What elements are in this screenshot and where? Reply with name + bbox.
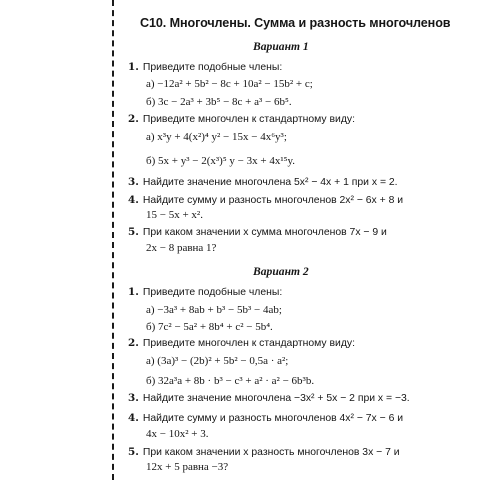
task-number: 2. (128, 113, 139, 125)
task-number: 2. (128, 337, 139, 349)
v1-task2-a: а) x³y + 4(x²)⁴ y² − 15x − 4x⁶y³; (146, 131, 287, 143)
v2-task1-a: а) −3a³ + 8ab + b³ − 5b³ − 4ab; (146, 304, 282, 316)
v1-task4-cont: 15 − 5x + x². (146, 209, 203, 221)
variant-2-heading: Вариант 2 (253, 265, 309, 278)
v1-task3 (128, 177, 398, 188)
task-number: 3. (128, 176, 139, 188)
v2-task5 (128, 447, 400, 458)
task-text: Приведите подобные члены: (142, 62, 283, 73)
task-number: 5. (128, 446, 139, 458)
task-number: 3. (128, 392, 139, 404)
v2-task3 (128, 393, 410, 404)
worksheet-title: С10. Многочлены. Сумма и разность многочленов (140, 16, 451, 30)
task-text: При каком значении x разность многочленов 3x − 7 и (142, 447, 400, 458)
v1-task5 (128, 227, 387, 238)
task-text: Найдите значение многочлена 5x² − 4x + 1 при x = 2. (142, 177, 398, 188)
v2-task4 (128, 413, 403, 424)
v1-task1 (128, 62, 282, 73)
task-number: 5. (128, 226, 139, 238)
task-text: Найдите значение многочлена −3x² + 5x − 2 при x = −3. (142, 393, 410, 404)
v1-task5-cont: 2x − 8 равна 1? (146, 242, 217, 254)
task-text: Найдите сумму и разность многочленов 2x² − 6x + 8 и (142, 195, 404, 206)
task-text: Найдите сумму и разность многочленов 4x² − 7x − 6 и (142, 413, 404, 424)
v1-task1-b: б) 3c − 2a³ + 3b⁵ − 8c + a³ − 6b⁵. (146, 96, 292, 108)
v1-task2 (128, 114, 355, 125)
v2-task2 (128, 338, 355, 349)
v2-task1 (128, 287, 282, 298)
task-number: 1. (128, 61, 139, 73)
v2-task2-a: а) (3a)³ − (2b)² + 5b² − 0,5a · a²; (146, 355, 289, 367)
task-number: 1. (128, 286, 139, 298)
task-text: Приведите многочлен к стандартному виду: (142, 114, 355, 125)
task-text: Приведите подобные члены: (142, 287, 283, 298)
v2-task4-cont: 4x − 10x² + 3. (146, 428, 209, 440)
v1-task1-a: а) −12a² + 5b² − 8c + 10a² − 15b² + c; (146, 78, 313, 90)
v2-task1-b: б) 7c² − 5a² + 8b⁴ + c² − 5b⁴. (146, 321, 273, 333)
task-text: Приведите многочлен к стандартному виду: (142, 338, 355, 349)
task-text: При каком значении x сумма многочленов 7x − 9 и (142, 227, 387, 238)
v1-task4 (128, 195, 403, 206)
v2-task2-b: б) 32a³a + 8b · b³ − c³ + a² · a² − 6b³b. (146, 375, 315, 387)
v1-task2-b: б) 5x + y³ − 2(x³)⁵ y − 3x + 4x¹⁵y. (146, 155, 295, 167)
variant-1-heading: Вариант 1 (253, 40, 309, 53)
task-number: 4. (128, 194, 139, 206)
v2-task5-cont: 12x + 5 равна −3? (146, 461, 229, 473)
task-number: 4. (128, 412, 139, 424)
dashed-cut-line (112, 0, 114, 480)
